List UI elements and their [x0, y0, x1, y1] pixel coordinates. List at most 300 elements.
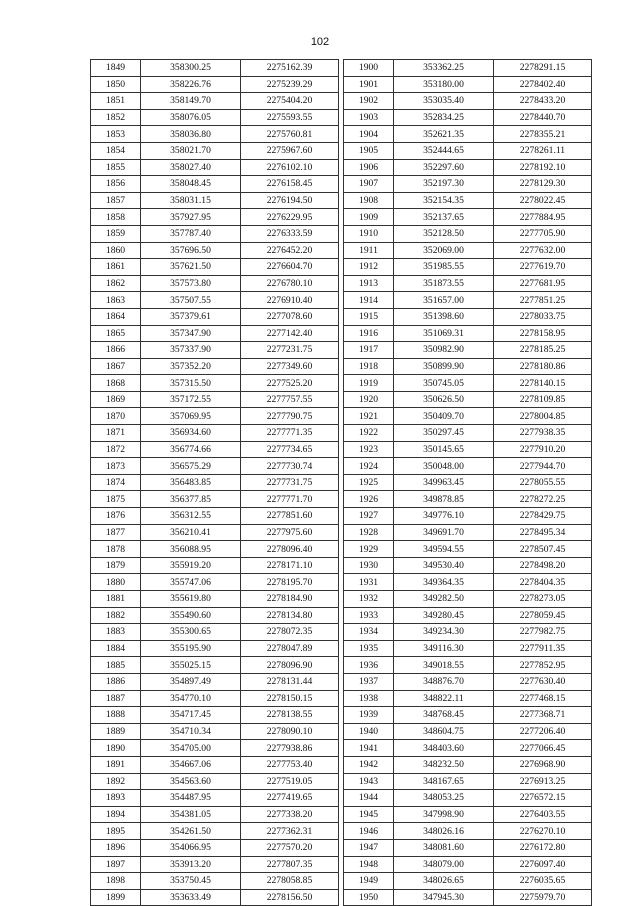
- point-number-cell: 1930: [344, 557, 394, 574]
- point-number-cell: 1922: [344, 425, 394, 442]
- point-number-cell: 1937: [344, 673, 394, 690]
- point-number-cell: 1893: [91, 790, 141, 807]
- y-coordinate-cell: 2277066.45: [494, 740, 592, 757]
- point-number-cell: 1878: [91, 541, 141, 558]
- y-coordinate-cell: 2277078.60: [241, 308, 339, 325]
- y-coordinate-cell: 2278429.75: [494, 508, 592, 525]
- x-coordinate-cell: 355195.90: [141, 640, 241, 657]
- table-row: [344, 209, 592, 226]
- point-number-cell: 1849: [91, 60, 141, 77]
- x-coordinate-cell: 351657.00: [394, 292, 494, 309]
- point-number-cell: 1901: [344, 76, 394, 93]
- table-row: [91, 474, 339, 491]
- table-row: [91, 458, 339, 475]
- point-number-cell: 1939: [344, 707, 394, 724]
- x-coordinate-cell: 354897.49: [141, 673, 241, 690]
- table-row: [344, 408, 592, 425]
- point-number-cell: 1945: [344, 806, 394, 823]
- y-coordinate-cell: 2275404.20: [241, 93, 339, 110]
- point-number-cell: 1888: [91, 707, 141, 724]
- x-coordinate-cell: 348079.00: [394, 856, 494, 873]
- point-number-cell: 1935: [344, 640, 394, 657]
- x-coordinate-cell: 353750.45: [141, 873, 241, 890]
- y-coordinate-cell: 2276913.25: [494, 773, 592, 790]
- table-row: [91, 740, 339, 757]
- point-number-cell: 1890: [91, 740, 141, 757]
- table-row: [91, 839, 339, 856]
- table-row: [91, 358, 339, 375]
- y-coordinate-cell: 2276172.80: [494, 839, 592, 856]
- x-coordinate-cell: 358048.45: [141, 176, 241, 193]
- point-number-cell: 1920: [344, 391, 394, 408]
- point-number-cell: 1857: [91, 192, 141, 209]
- x-coordinate-cell: 348081.60: [394, 839, 494, 856]
- point-number-cell: 1907: [344, 176, 394, 193]
- table-row: [91, 524, 339, 541]
- y-coordinate-cell: 2278404.35: [494, 574, 592, 591]
- x-coordinate-cell: 348026.16: [394, 823, 494, 840]
- y-coordinate-cell: 2277619.70: [494, 259, 592, 276]
- table-row: [91, 391, 339, 408]
- y-coordinate-cell: 2278033.75: [494, 308, 592, 325]
- x-coordinate-cell: 351873.55: [394, 275, 494, 292]
- table-row: [91, 856, 339, 873]
- point-number-cell: 1885: [91, 657, 141, 674]
- y-coordinate-cell: 2278138.55: [241, 707, 339, 724]
- table-row: [344, 474, 592, 491]
- x-coordinate-cell: 349364.35: [394, 574, 494, 591]
- y-coordinate-cell: 2278185.25: [494, 342, 592, 359]
- y-coordinate-cell: 2278129.30: [494, 176, 592, 193]
- x-coordinate-cell: 354717.45: [141, 707, 241, 724]
- point-number-cell: 1932: [344, 591, 394, 608]
- table-row: [344, 640, 592, 657]
- x-coordinate-cell: 357379.61: [141, 308, 241, 325]
- point-number-cell: 1850: [91, 76, 141, 93]
- y-coordinate-cell: 2276194.50: [241, 192, 339, 209]
- x-coordinate-cell: 353035.40: [394, 93, 494, 110]
- x-coordinate-cell: 356575.29: [141, 458, 241, 475]
- x-coordinate-cell: 358149.70: [141, 93, 241, 110]
- y-coordinate-cell: 2278109.85: [494, 391, 592, 408]
- y-coordinate-cell: 2277938.86: [241, 740, 339, 757]
- table-row: [91, 756, 339, 773]
- point-number-cell: 1851: [91, 93, 141, 110]
- x-coordinate-cell: 354487.95: [141, 790, 241, 807]
- table-row: [344, 557, 592, 574]
- table-row: [91, 408, 339, 425]
- point-number-cell: 1934: [344, 624, 394, 641]
- y-coordinate-cell: 2277525.20: [241, 375, 339, 392]
- x-coordinate-cell: 348822.11: [394, 690, 494, 707]
- y-coordinate-cell: 2276452.20: [241, 242, 339, 259]
- y-coordinate-cell: 2276333.59: [241, 225, 339, 242]
- point-number-cell: 1897: [91, 856, 141, 873]
- table-row: [344, 773, 592, 790]
- y-coordinate-cell: 2277975.60: [241, 524, 339, 541]
- point-number-cell: 1912: [344, 259, 394, 276]
- y-coordinate-cell: 2277681.95: [494, 275, 592, 292]
- y-coordinate-cell: 2278156.50: [241, 889, 339, 906]
- point-number-cell: 1887: [91, 690, 141, 707]
- x-coordinate-cell: 353913.20: [141, 856, 241, 873]
- table-row: [344, 325, 592, 342]
- point-number-cell: 1854: [91, 142, 141, 159]
- table-row: [91, 425, 339, 442]
- point-number-cell: 1918: [344, 358, 394, 375]
- y-coordinate-cell: 2277734.65: [241, 441, 339, 458]
- table-row: [91, 126, 339, 143]
- point-number-cell: 1942: [344, 756, 394, 773]
- y-coordinate-cell: 2278022.45: [494, 192, 592, 209]
- point-number-cell: 1914: [344, 292, 394, 309]
- x-coordinate-cell: 358300.25: [141, 60, 241, 77]
- y-coordinate-cell: 2278055.55: [494, 474, 592, 491]
- point-number-cell: 1868: [91, 375, 141, 392]
- y-coordinate-cell: 2278158.95: [494, 325, 592, 342]
- x-coordinate-cell: 356377.85: [141, 491, 241, 508]
- x-coordinate-cell: 355919.20: [141, 557, 241, 574]
- y-coordinate-cell: 2277938.35: [494, 425, 592, 442]
- y-coordinate-cell: 2277419.65: [241, 790, 339, 807]
- x-coordinate-cell: 349878.85: [394, 491, 494, 508]
- x-coordinate-cell: 357787.40: [141, 225, 241, 242]
- table-row: [91, 574, 339, 591]
- table-row: [91, 707, 339, 724]
- table-row: [91, 441, 339, 458]
- table-row: [344, 441, 592, 458]
- x-coordinate-cell: 349594.55: [394, 541, 494, 558]
- y-coordinate-cell: 2277632.00: [494, 242, 592, 259]
- point-number-cell: 1933: [344, 607, 394, 624]
- x-coordinate-cell: 349018.55: [394, 657, 494, 674]
- point-number-cell: 1929: [344, 541, 394, 558]
- point-number-cell: 1919: [344, 375, 394, 392]
- y-coordinate-cell: 2276229.95: [241, 209, 339, 226]
- point-number-cell: 1915: [344, 308, 394, 325]
- y-coordinate-cell: 2277753.40: [241, 756, 339, 773]
- y-coordinate-cell: 2278192.10: [494, 159, 592, 176]
- y-coordinate-cell: 2277771.35: [241, 425, 339, 442]
- point-number-cell: 1879: [91, 557, 141, 574]
- y-coordinate-cell: 2278507.45: [494, 541, 592, 558]
- point-number-cell: 1905: [344, 142, 394, 159]
- table-row: [344, 690, 592, 707]
- point-number-cell: 1877: [91, 524, 141, 541]
- point-number-cell: 1923: [344, 441, 394, 458]
- table-row: [91, 491, 339, 508]
- x-coordinate-cell: 348232.50: [394, 756, 494, 773]
- x-coordinate-cell: 350145.65: [394, 441, 494, 458]
- y-coordinate-cell: 2278498.20: [494, 557, 592, 574]
- y-coordinate-cell: 2278355.21: [494, 126, 592, 143]
- x-coordinate-cell: 354710.34: [141, 723, 241, 740]
- y-coordinate-cell: 2275967.60: [241, 142, 339, 159]
- point-number-cell: 1873: [91, 458, 141, 475]
- point-number-cell: 1892: [91, 773, 141, 790]
- x-coordinate-cell: 357352.20: [141, 358, 241, 375]
- x-coordinate-cell: 357172.55: [141, 391, 241, 408]
- y-coordinate-cell: 2275979.70: [494, 889, 592, 906]
- point-number-cell: 1870: [91, 408, 141, 425]
- x-coordinate-cell: 357621.50: [141, 259, 241, 276]
- y-coordinate-cell: 2278059.45: [494, 607, 592, 624]
- point-number-cell: 1866: [91, 342, 141, 359]
- point-number-cell: 1880: [91, 574, 141, 591]
- x-coordinate-cell: 347998.90: [394, 806, 494, 823]
- coordinate-table-right: [343, 59, 592, 906]
- table-row: [344, 292, 592, 309]
- y-coordinate-cell: 2275593.55: [241, 109, 339, 126]
- y-coordinate-cell: 2278004.85: [494, 408, 592, 425]
- x-coordinate-cell: 350626.50: [394, 391, 494, 408]
- point-number-cell: 1906: [344, 159, 394, 176]
- point-number-cell: 1902: [344, 93, 394, 110]
- table-row: [344, 508, 592, 525]
- x-coordinate-cell: 357347.90: [141, 325, 241, 342]
- point-number-cell: 1949: [344, 873, 394, 890]
- table-row: [344, 259, 592, 276]
- x-coordinate-cell: 357337.90: [141, 342, 241, 359]
- point-number-cell: 1903: [344, 109, 394, 126]
- point-number-cell: 1889: [91, 723, 141, 740]
- y-coordinate-cell: 2276910.40: [241, 292, 339, 309]
- y-coordinate-cell: 2277757.55: [241, 391, 339, 408]
- x-coordinate-cell: 357069.95: [141, 408, 241, 425]
- y-coordinate-cell: 2278184.90: [241, 591, 339, 608]
- x-coordinate-cell: 349776.10: [394, 508, 494, 525]
- point-number-cell: 1911: [344, 242, 394, 259]
- y-coordinate-cell: 2278495.34: [494, 524, 592, 541]
- table-row: [344, 873, 592, 890]
- x-coordinate-cell: 351398.60: [394, 308, 494, 325]
- table-row: [344, 707, 592, 724]
- y-coordinate-cell: 2278058.85: [241, 873, 339, 890]
- point-number-cell: 1948: [344, 856, 394, 873]
- table-row: [91, 508, 339, 525]
- x-coordinate-cell: 356774.66: [141, 441, 241, 458]
- y-coordinate-cell: 2276780.10: [241, 275, 339, 292]
- point-number-cell: 1862: [91, 275, 141, 292]
- x-coordinate-cell: 350899.90: [394, 358, 494, 375]
- x-coordinate-cell: 353633.49: [141, 889, 241, 906]
- table-row: [344, 225, 592, 242]
- y-coordinate-cell: 2275239.29: [241, 76, 339, 93]
- x-coordinate-cell: 353362.25: [394, 60, 494, 77]
- table-row: [344, 275, 592, 292]
- y-coordinate-cell: 2278096.90: [241, 657, 339, 674]
- table-row: [344, 889, 592, 906]
- x-coordinate-cell: 352128.50: [394, 225, 494, 242]
- point-number-cell: 1909: [344, 209, 394, 226]
- y-coordinate-cell: 2277807.35: [241, 856, 339, 873]
- table-row: [91, 889, 339, 906]
- x-coordinate-cell: 348026.65: [394, 873, 494, 890]
- table-row: [344, 242, 592, 259]
- table-row: [344, 790, 592, 807]
- y-coordinate-cell: 2278180.86: [494, 358, 592, 375]
- x-coordinate-cell: 355025.15: [141, 657, 241, 674]
- point-number-cell: 1950: [344, 889, 394, 906]
- y-coordinate-cell: 2276604.70: [241, 259, 339, 276]
- x-coordinate-cell: 357315.50: [141, 375, 241, 392]
- point-number-cell: 1896: [91, 839, 141, 856]
- table-row: [344, 607, 592, 624]
- x-coordinate-cell: 349116.30: [394, 640, 494, 657]
- point-number-cell: 1938: [344, 690, 394, 707]
- y-coordinate-cell: 2278273.05: [494, 591, 592, 608]
- table-row: [91, 541, 339, 558]
- table-row: [344, 541, 592, 558]
- point-number-cell: 1927: [344, 508, 394, 525]
- x-coordinate-cell: 348876.70: [394, 673, 494, 690]
- x-coordinate-cell: 353180.00: [394, 76, 494, 93]
- table-row: [91, 225, 339, 242]
- x-coordinate-cell: 358021.70: [141, 142, 241, 159]
- x-coordinate-cell: 349691.70: [394, 524, 494, 541]
- point-number-cell: 1924: [344, 458, 394, 475]
- y-coordinate-cell: 2277852.95: [494, 657, 592, 674]
- table-row: [344, 657, 592, 674]
- point-number-cell: 1928: [344, 524, 394, 541]
- x-coordinate-cell: 351069.31: [394, 325, 494, 342]
- table-row: [344, 574, 592, 591]
- y-coordinate-cell: 2277851.60: [241, 508, 339, 525]
- x-coordinate-cell: 352444.65: [394, 142, 494, 159]
- table-row: [91, 292, 339, 309]
- y-coordinate-cell: 2278072.35: [241, 624, 339, 641]
- point-number-cell: 1925: [344, 474, 394, 491]
- point-number-cell: 1904: [344, 126, 394, 143]
- point-number-cell: 1867: [91, 358, 141, 375]
- y-coordinate-cell: 2276968.90: [494, 756, 592, 773]
- table-row: [344, 358, 592, 375]
- point-number-cell: 1910: [344, 225, 394, 242]
- table-row: [91, 607, 339, 624]
- y-coordinate-cell: 2277368.71: [494, 707, 592, 724]
- table-row: [91, 259, 339, 276]
- x-coordinate-cell: 350297.45: [394, 425, 494, 442]
- table-row: [344, 93, 592, 110]
- x-coordinate-cell: 352197.30: [394, 176, 494, 193]
- y-coordinate-cell: 2276158.45: [241, 176, 339, 193]
- y-coordinate-cell: 2276097.40: [494, 856, 592, 873]
- point-number-cell: 1852: [91, 109, 141, 126]
- x-coordinate-cell: 352297.60: [394, 159, 494, 176]
- y-coordinate-cell: 2275760.81: [241, 126, 339, 143]
- table-row: [344, 740, 592, 757]
- table-row: [344, 60, 592, 77]
- y-coordinate-cell: 2278140.15: [494, 375, 592, 392]
- x-coordinate-cell: 348403.60: [394, 740, 494, 757]
- point-number-cell: 1856: [91, 176, 141, 193]
- y-coordinate-cell: 2277362.31: [241, 823, 339, 840]
- x-coordinate-cell: 357696.50: [141, 242, 241, 259]
- point-number-cell: 1899: [91, 889, 141, 906]
- table-row: [344, 192, 592, 209]
- x-coordinate-cell: 355747.06: [141, 574, 241, 591]
- y-coordinate-cell: 2277982.75: [494, 624, 592, 641]
- table-row: [91, 591, 339, 608]
- page-number: 102: [310, 36, 330, 48]
- table-row: [91, 308, 339, 325]
- table-row: [344, 673, 592, 690]
- table-row: [344, 823, 592, 840]
- y-coordinate-cell: 2278272.25: [494, 491, 592, 508]
- x-coordinate-cell: 358036.80: [141, 126, 241, 143]
- y-coordinate-cell: 2277884.95: [494, 209, 592, 226]
- table-row: [344, 756, 592, 773]
- point-number-cell: 1864: [91, 308, 141, 325]
- table-row: [344, 76, 592, 93]
- point-number-cell: 1886: [91, 673, 141, 690]
- point-number-cell: 1916: [344, 325, 394, 342]
- x-coordinate-cell: 354261.50: [141, 823, 241, 840]
- table-row: [344, 425, 592, 442]
- x-coordinate-cell: 352621.35: [394, 126, 494, 143]
- x-coordinate-cell: 356312.55: [141, 508, 241, 525]
- table-row: [91, 557, 339, 574]
- table-row: [344, 491, 592, 508]
- y-coordinate-cell: 2278134.80: [241, 607, 339, 624]
- y-coordinate-cell: 2276035.65: [494, 873, 592, 890]
- table-row: [344, 624, 592, 641]
- table-row: [344, 591, 592, 608]
- table-row: [91, 192, 339, 209]
- table-row: [344, 109, 592, 126]
- point-number-cell: 1895: [91, 823, 141, 840]
- y-coordinate-cell: 2277944.70: [494, 458, 592, 475]
- table-row: [344, 806, 592, 823]
- point-number-cell: 1884: [91, 640, 141, 657]
- point-number-cell: 1943: [344, 773, 394, 790]
- x-coordinate-cell: 350048.00: [394, 458, 494, 475]
- x-coordinate-cell: 349280.45: [394, 607, 494, 624]
- point-number-cell: 1941: [344, 740, 394, 757]
- point-number-cell: 1936: [344, 657, 394, 674]
- point-number-cell: 1860: [91, 242, 141, 259]
- table-row: [91, 109, 339, 126]
- table-row: [91, 325, 339, 342]
- x-coordinate-cell: 358076.05: [141, 109, 241, 126]
- x-coordinate-cell: 352154.35: [394, 192, 494, 209]
- x-coordinate-cell: 354770.10: [141, 690, 241, 707]
- table-row: [91, 142, 339, 159]
- point-number-cell: 1931: [344, 574, 394, 591]
- table-row: [91, 640, 339, 657]
- y-coordinate-cell: 2276403.55: [494, 806, 592, 823]
- y-coordinate-cell: 2276572.15: [494, 790, 592, 807]
- point-number-cell: 1883: [91, 624, 141, 641]
- y-coordinate-cell: 2277349.60: [241, 358, 339, 375]
- point-number-cell: 1944: [344, 790, 394, 807]
- y-coordinate-cell: 2277705.90: [494, 225, 592, 242]
- table-row: [91, 93, 339, 110]
- y-coordinate-cell: 2277630.40: [494, 673, 592, 690]
- x-coordinate-cell: 358226.76: [141, 76, 241, 93]
- point-number-cell: 1869: [91, 391, 141, 408]
- x-coordinate-cell: 356210.41: [141, 524, 241, 541]
- table-row: [344, 375, 592, 392]
- point-number-cell: 1946: [344, 823, 394, 840]
- y-coordinate-cell: 2278402.40: [494, 76, 592, 93]
- point-number-cell: 1863: [91, 292, 141, 309]
- point-number-cell: 1917: [344, 342, 394, 359]
- point-number-cell: 1947: [344, 839, 394, 856]
- point-number-cell: 1908: [344, 192, 394, 209]
- point-number-cell: 1855: [91, 159, 141, 176]
- table-row: [91, 242, 339, 259]
